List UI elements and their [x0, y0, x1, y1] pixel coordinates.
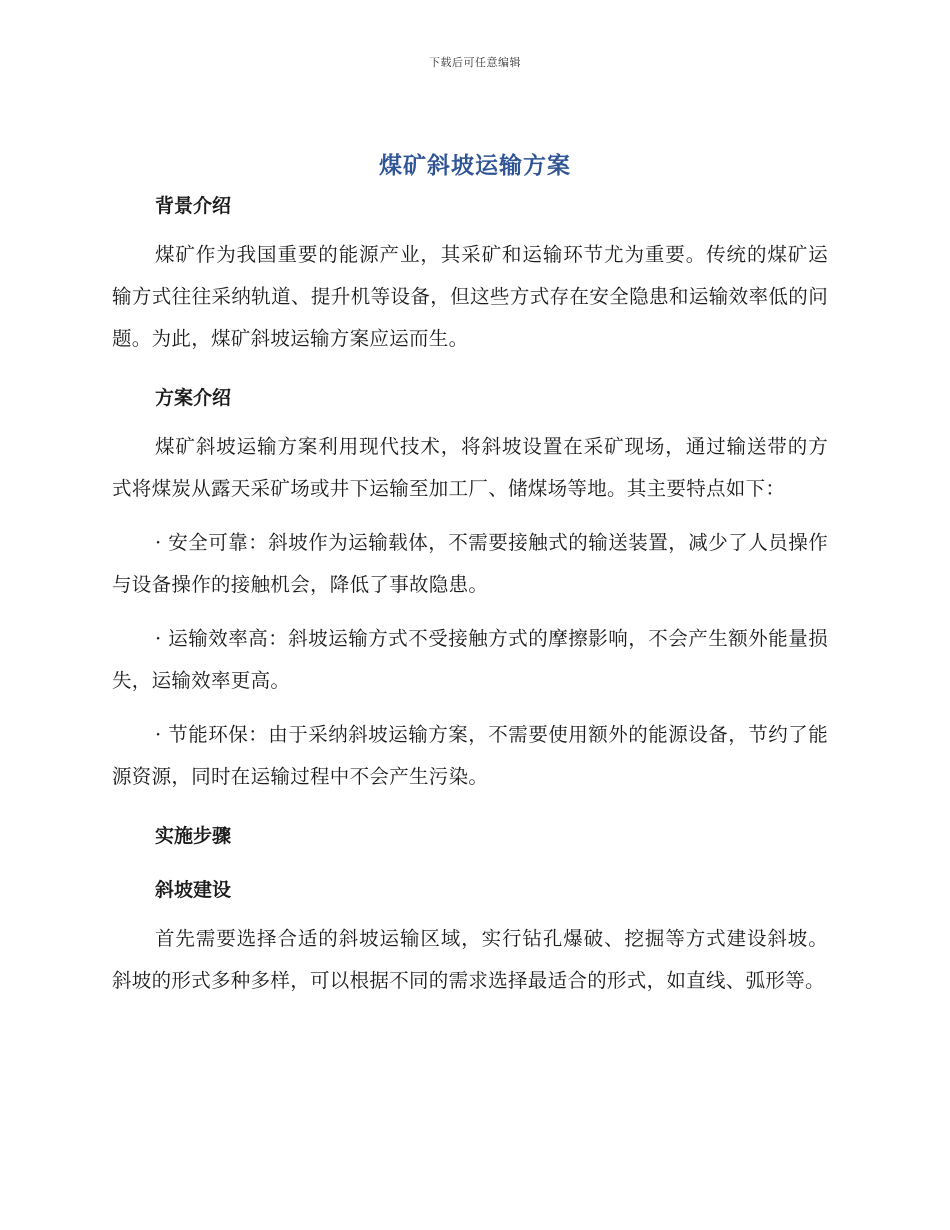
- section-heading-scheme: 方案介绍: [155, 387, 232, 409]
- paragraph-slope: 首先需要选择合适的斜坡运输区域，实行钻孔爆破、挖掘等方式建设斜坡。斜坡的形式多种多样，可以根据不同的需求选择最适合的形式，如直线、弧形等。: [112, 927, 828, 992]
- section-heading-steps: 实施步骤: [155, 825, 232, 847]
- bullet-efficiency: · 运输效率高：斜坡运输方式不受接触方式的摩擦影响，不会产生额外能量损失，运输效率更高。: [112, 627, 828, 692]
- section-heading-background: 背景介绍: [155, 195, 232, 217]
- document-body: [112, 190, 828, 1002]
- bullet-safety: · 安全可靠：斜坡作为运输载体，不需要接触式的输送装置，减少了人员操作与设备操作的接触机会，降低了事故隐患。: [112, 531, 828, 596]
- header-note: 下载后可任意编辑: [429, 56, 521, 69]
- document-title: 煤矿斜坡运输方案: [379, 153, 571, 179]
- paragraph-background: 煤矿作为我国重要的能源产业，其采矿和运输环节尤为重要。传统的煤矿运输方式往往采纳轨道、提升机等设备，但这些方式存在安全隐患和运输效率低的问题。为此，煤矿斜坡运输方案应运而生。: [112, 243, 828, 350]
- section-heading-slope: 斜坡建设: [155, 879, 232, 901]
- bullet-energy-saving: · 节能环保：由于采纳斜坡运输方案，不需要使用额外的能源设备，节约了能源资源，同时在运输过程中不会产生污染。: [112, 723, 828, 788]
- paragraph-scheme: 煤矿斜坡运输方案利用现代技术，将斜坡设置在采矿现场，通过输送带的方式将煤炭从露天采矿场或井下运输至加工厂、储煤场等地。其主要特点如下：: [112, 435, 828, 500]
